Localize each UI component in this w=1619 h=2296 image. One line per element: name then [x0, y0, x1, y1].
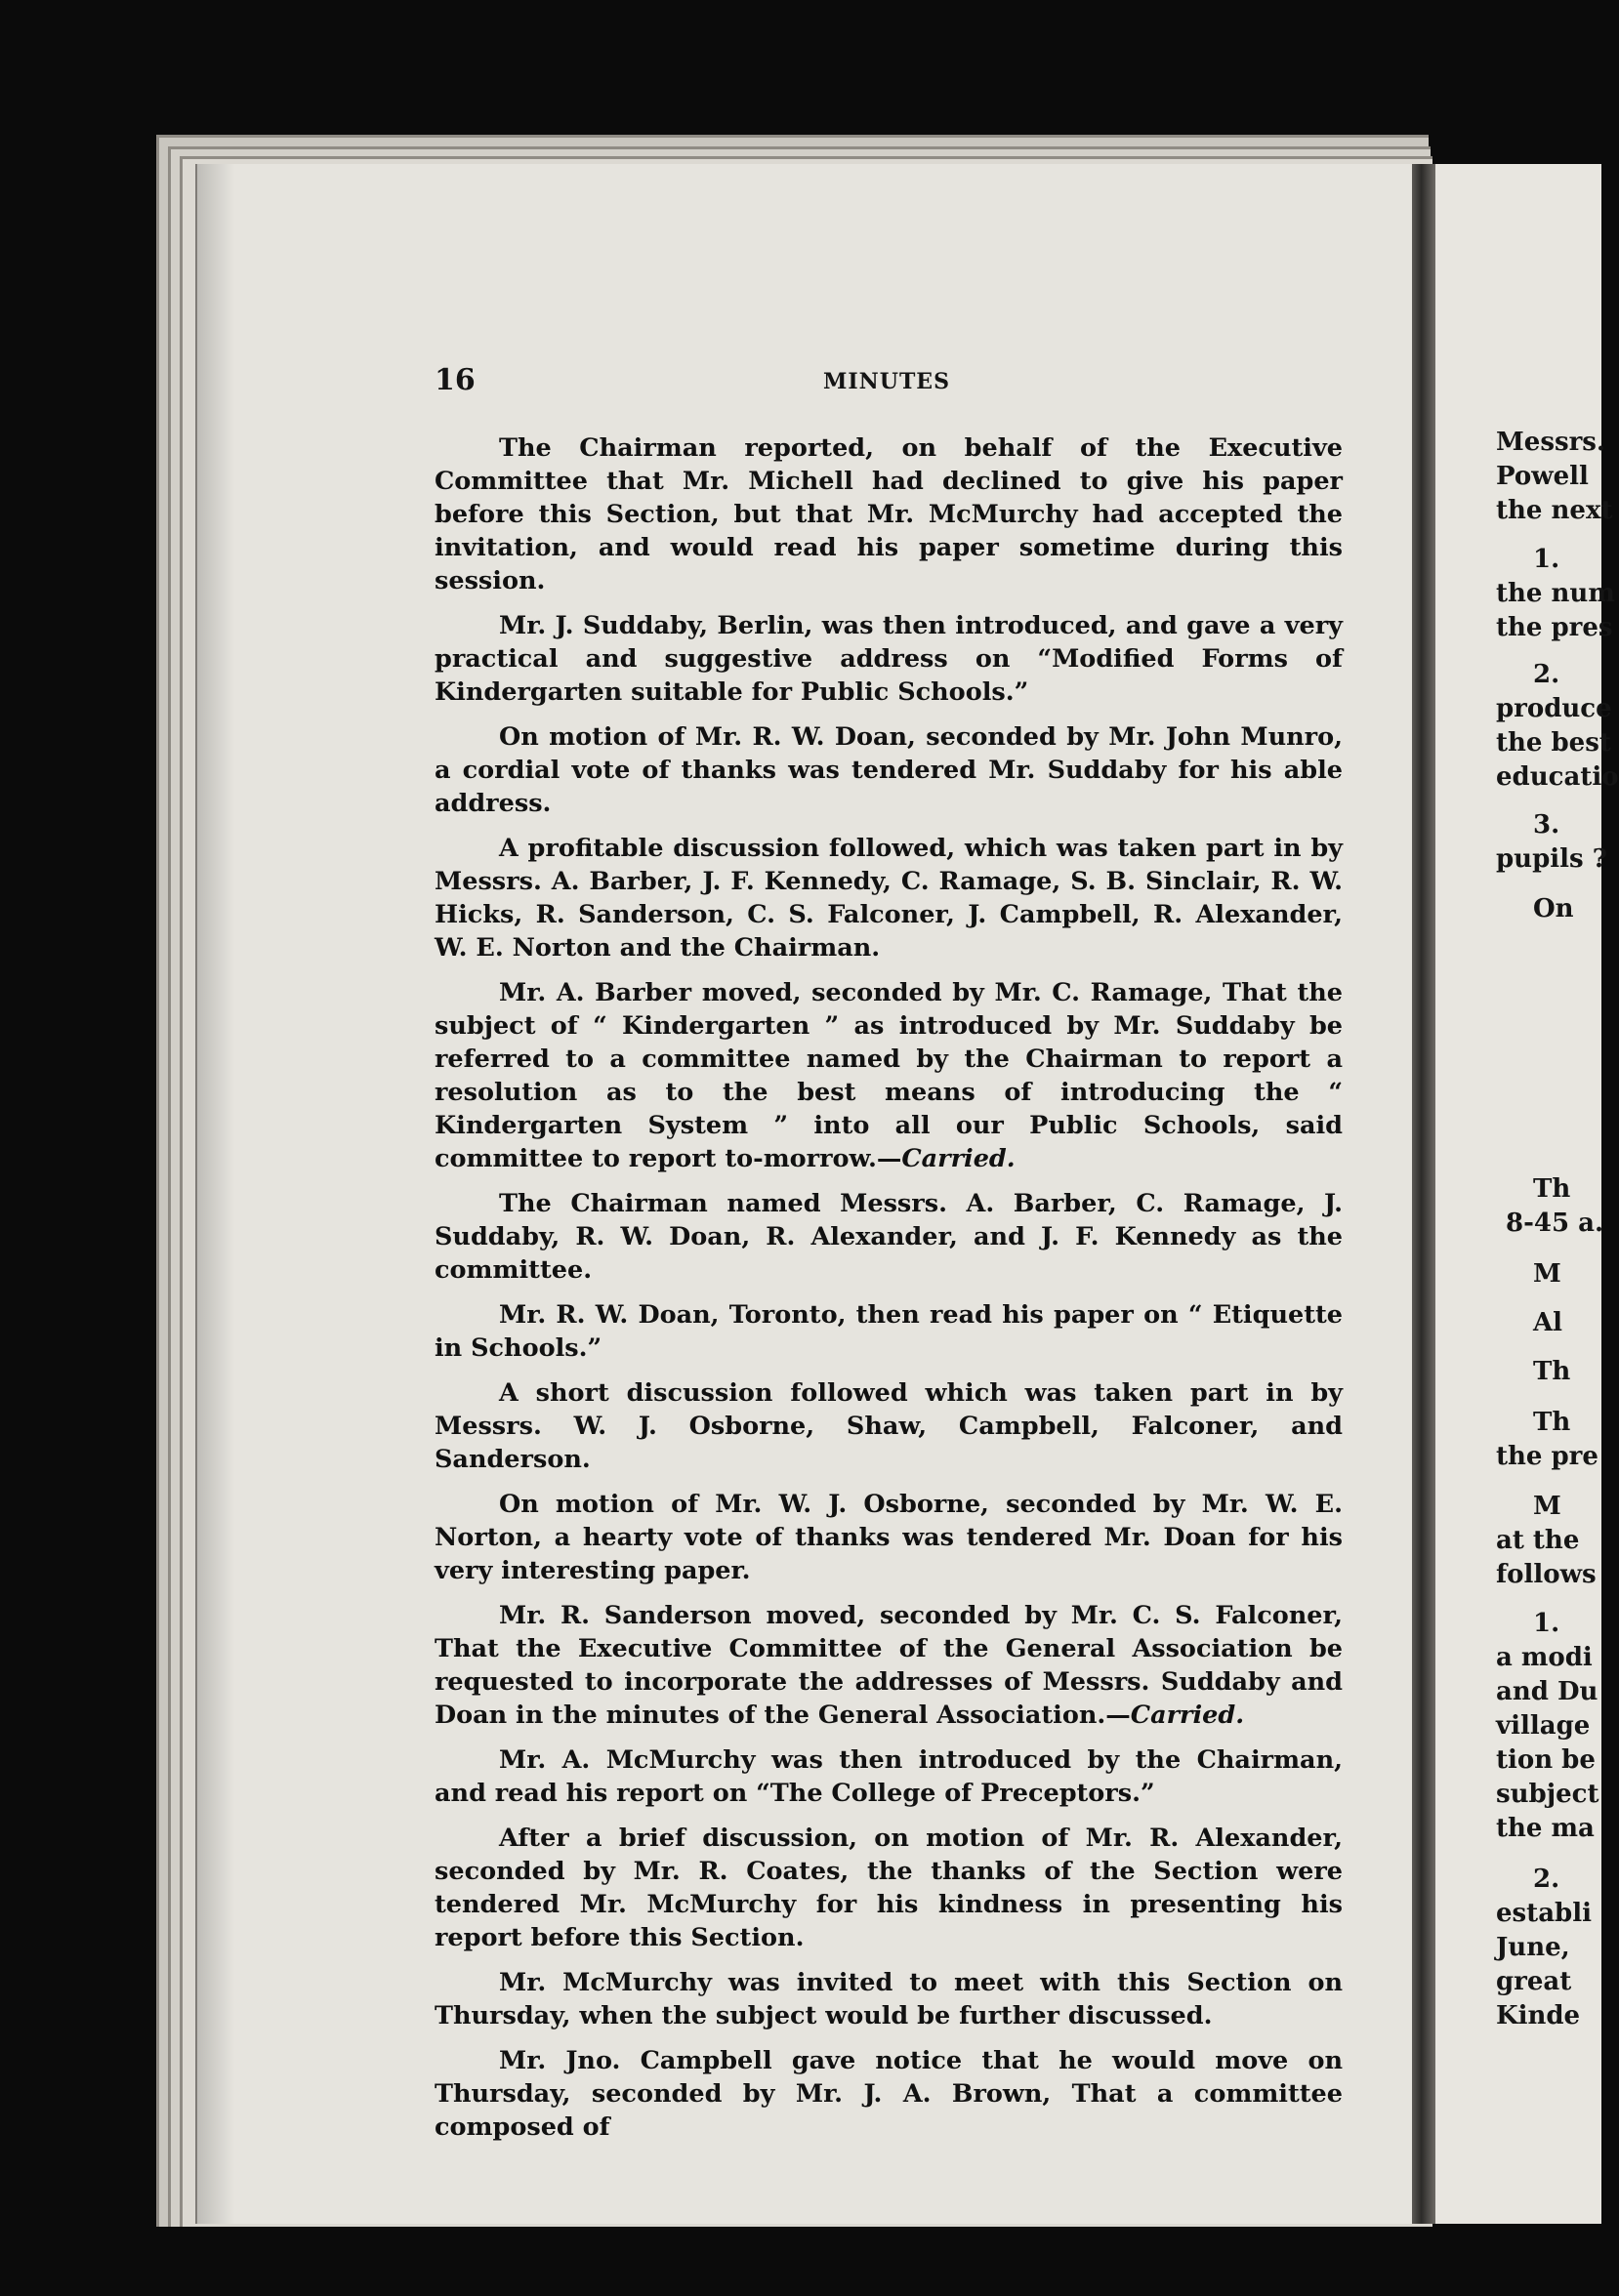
facing-page-fragment: the pre [1496, 1442, 1598, 1471]
facing-page-fragment: M [1533, 1492, 1561, 1521]
running-head: MINUTES [823, 369, 950, 394]
facing-page-fragment: On [1533, 894, 1574, 923]
facing-page-fragment: produce [1496, 694, 1612, 723]
facing-page-fragment: pupils ? [1496, 844, 1607, 874]
paragraph [435, 720, 1343, 820]
page-header [435, 363, 1411, 402]
paragraph-text: The Chairman reported, on behalf of the Executive Committee that Mr. Michell had declined to give his paper before this Section, but that Mr. McMurchy had accepted the invitation, and would read his paper sometime during this session. [435, 433, 1343, 595]
facing-page-fragment: M [1533, 1259, 1561, 1289]
paragraph [435, 1599, 1343, 1732]
facing-page-fragment: Th [1533, 1408, 1571, 1437]
facing-page-fragment: 8-45 a. [1506, 1209, 1604, 1238]
paragraph [435, 2044, 1343, 2144]
paragraph [435, 431, 1343, 597]
facing-page-fragment: 3. [1533, 810, 1560, 840]
carried-note: Carried. [1130, 1701, 1245, 1730]
facing-page-fragment: Th [1533, 1357, 1571, 1386]
facing-page-fragment: Powell [1496, 462, 1589, 491]
paragraph-text: On motion of Mr. W. J. Osborne, seconded by Mr. W. E. Norton, a hearty vote of thanks was tendered Mr. Doan for his very interesting paper. [435, 1490, 1343, 1585]
facing-page-fragment: follows [1496, 1560, 1597, 1589]
facing-page-fragment: establi [1496, 1899, 1592, 1928]
paragraph-text: Mr. R. W. Doan, Toronto, then read his paper on “ Etiquette in Schools.” [435, 1300, 1343, 1363]
facing-page-fragment: at the [1496, 1526, 1580, 1555]
facing-page-fragment: the next [1496, 496, 1613, 525]
facing-page-fragment: 2. [1533, 660, 1560, 689]
paragraph-text: On motion of Mr. R. W. Doan, seconded by Mr. John Munro, a cordial vote of thanks was tendered Mr. Suddaby for his able address. [435, 722, 1343, 818]
book-gutter [1412, 164, 1435, 2224]
facing-page-fragment: the ma [1496, 1814, 1595, 1843]
facing-page-fragment: 1. [1533, 545, 1560, 574]
facing-page-fragment: and Du [1496, 1677, 1598, 1706]
page-shadow [195, 164, 234, 2224]
facing-page-fragment: Messrs. [1496, 428, 1605, 457]
facing-page-fragment: great [1496, 1967, 1572, 1996]
paragraph [435, 1298, 1343, 1365]
facing-page-fragment: the best [1496, 728, 1611, 758]
paragraph-text: A short discussion followed which was taken part in by Messrs. W. J. Osborne, Shaw, Campbell, Falconer, and Sanderson. [435, 1378, 1343, 1474]
facing-page-fragment: the num [1496, 579, 1615, 608]
facing-page-fragment: the pres [1496, 613, 1613, 642]
paragraph-text: Mr. J. Suddaby, Berlin, was then introduced, and gave a very practical and suggestive address on “Modified Forms of Kindergarten suitable for Public Schools.” [435, 611, 1343, 707]
paragraph [435, 609, 1343, 709]
facing-page-fragment: tion be [1496, 1745, 1596, 1775]
facing-page-fragment: Al [1533, 1308, 1563, 1337]
facing-page-fragment: a modi [1496, 1643, 1593, 1672]
paragraph-text: Mr. R. Sanderson moved, seconded by Mr. C. S. Falconer, That the Executive Committee of the General Association be requested to incorporate the addresses of Messrs. Suddaby and Doan in the minutes of the General Association.— [435, 1601, 1343, 1730]
facing-page-fragment: Kinde [1496, 2001, 1581, 2030]
paragraph-text: A profitable discussion followed, which was taken part in by Messrs. A. Barber, J. F. Kennedy, C. Ramage, S. B. Sinclair, R. W. Hicks, R. Sanderson, C. S. Falconer, J. Campbell, R. Alexander, W. E. Norton and the Chairman. [435, 834, 1343, 963]
facing-page-fragment: Th [1533, 1174, 1571, 1204]
facing-page-fragment: 2. [1533, 1865, 1560, 1894]
paragraph [435, 1966, 1343, 2032]
paragraph-text: Mr. Jno. Campbell gave notice that he would move on Thursday, seconded by Mr. J. A. Brown, That a committee composed of [435, 2046, 1343, 2142]
facing-page-fragment: June, [1496, 1933, 1570, 1962]
facing-page-fragment: subject [1496, 1780, 1599, 1809]
paragraph [435, 1822, 1343, 1954]
paragraph [435, 1187, 1343, 1287]
paragraph [435, 832, 1343, 964]
paragraph-text: Mr. A. McMurchy was then introduced by the Chairman, and read his report on “The College of Preceptors.” [435, 1745, 1343, 1808]
paragraph-text: Mr. McMurchy was invited to meet with this Section on Thursday, when the subject would be further discussed. [435, 1968, 1343, 2030]
paragraph-text: The Chairman named Messrs. A. Barber, C. Ramage, J. Suddaby, R. W. Doan, R. Alexander, and J. F. Kennedy as the committee. [435, 1189, 1343, 1285]
page-number: 16 [435, 363, 476, 397]
facing-page-fragment: educatio [1496, 762, 1619, 792]
paragraph [435, 976, 1343, 1175]
carried-note: Carried. [901, 1144, 1016, 1173]
paragraph-text: Mr. A. Barber moved, seconded by Mr. C. Ramage, That the subject of “ Kindergarten ” as introduced by Mr. Suddaby be referred to a committee named by the Chairman to report a resolution as to the best means of introducing the “ Kindergarten System ” into all our Public Schools, said committee to report to-morrow.— [435, 978, 1343, 1173]
paragraph-text: After a brief discussion, on motion of Mr. R. Alexander, seconded by Mr. R. Coates, the thanks of the Section were tendered Mr. McMurchy for his kindness in presenting his report before this Section. [435, 1824, 1343, 1952]
facing-page-fragment: 1. [1533, 1609, 1560, 1638]
facing-page-fragment: village [1496, 1711, 1591, 1741]
paragraph [435, 1743, 1343, 1810]
facing-page [1435, 164, 1619, 2224]
minutes-text [435, 431, 1343, 2144]
paragraph [435, 1376, 1343, 1476]
paragraph [435, 1488, 1343, 1587]
